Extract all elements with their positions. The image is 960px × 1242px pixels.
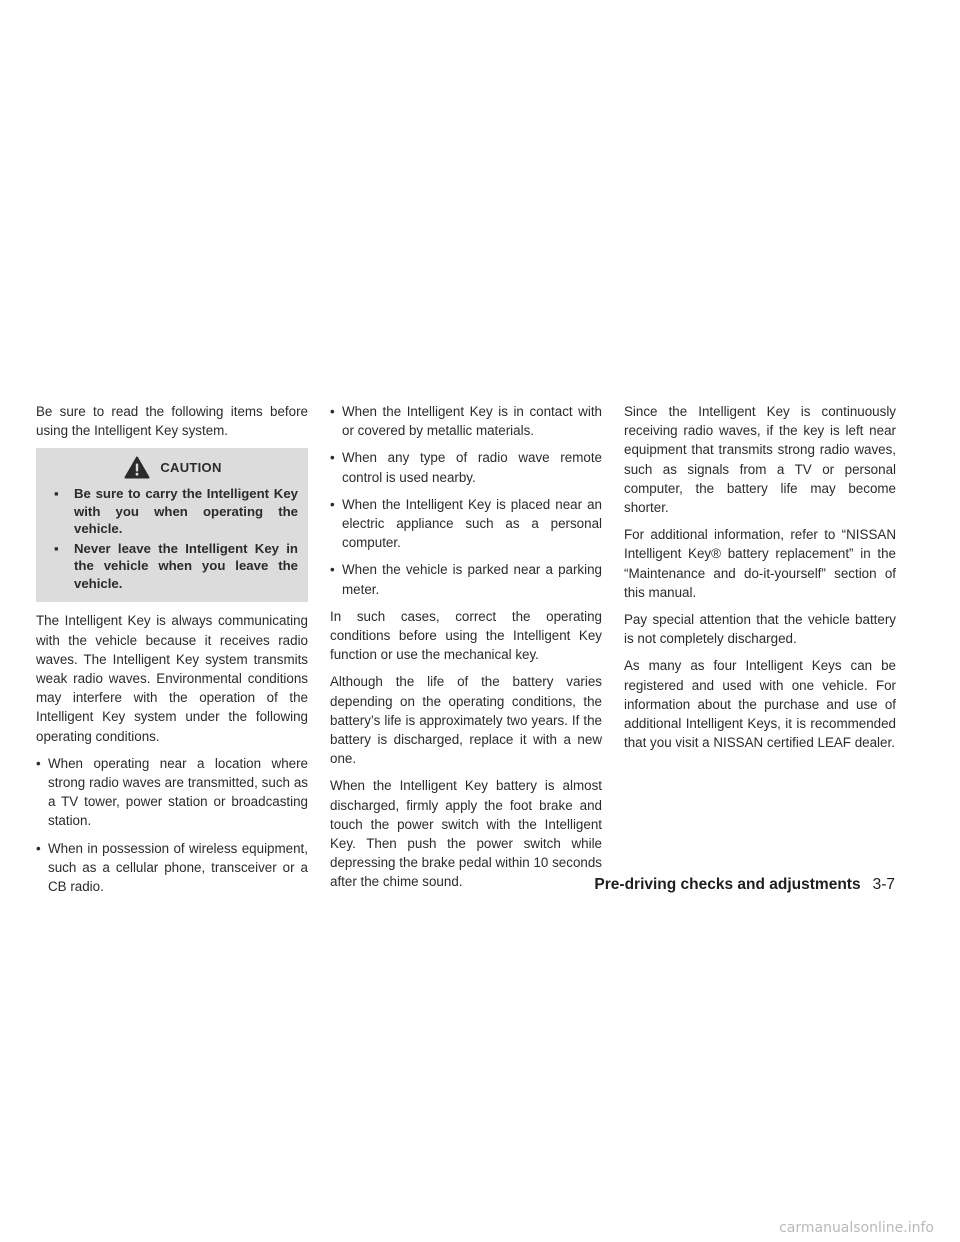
caution-item-text: Be sure to carry the Intelligent Key with you when operating the vehicle.	[74, 486, 298, 537]
body-paragraph: For additional information, refer to “NISSAN Intelligent Key® battery replacement” in the “Maintenance and do-it-yourself” section of this manual.	[624, 527, 896, 600]
page-footer	[560, 876, 895, 894]
list-item	[330, 560, 602, 598]
section-title: Pre-driving checks and adjustments	[594, 876, 861, 893]
bullet-icon: •	[36, 755, 41, 771]
caution-title: CAUTION	[160, 460, 222, 476]
bullet-icon: ▪	[54, 486, 59, 502]
caution-header	[48, 456, 298, 479]
bullet-icon: •	[330, 562, 335, 578]
list-item-text: When any type of radio wave remote control is used nearby.	[342, 450, 602, 485]
body-paragraph: In such cases, correct the operating conditions before using the Intelligent Key function or use the mechanical key.	[330, 608, 602, 663]
watermark: carmanualsonline.info	[779, 1220, 934, 1236]
body-paragraph: Although the life of the battery varies depending on the operating conditions, the battery’s life is approximately two years. If the battery is discharged, replace it with a new one.	[330, 674, 602, 767]
page-number: 3-7	[872, 876, 895, 893]
list-item-text: When the vehicle is parked near a parking meter.	[342, 562, 602, 597]
caution-box	[36, 448, 308, 602]
bullet-icon: •	[330, 450, 335, 466]
list-item-text: When the Intelligent Key is placed near an electric appliance such as a personal computer.	[342, 496, 602, 551]
list-item	[36, 754, 308, 831]
caution-item	[48, 540, 298, 593]
body-paragraph: When the Intelligent Key battery is almost discharged, firmly apply the foot brake and touch the power switch with the Intelligent Key. Then push the power switch while depressing the brake pedal within 10 seconds after the chime sound.	[330, 778, 602, 890]
bullet-icon: •	[330, 496, 335, 512]
column-1	[36, 402, 308, 904]
list-item	[330, 495, 602, 553]
list-item-text: When operating near a location where strong radio waves are transmitted, such as a TV tower, power station or broadcasting station.	[48, 755, 308, 829]
bullet-icon: •	[36, 840, 41, 856]
list-item-text: When in possession of wireless equipment, such as a cellular phone, transceiver or a CB radio.	[48, 840, 308, 895]
bullet-icon: ▪	[54, 540, 59, 556]
list-item	[330, 402, 602, 440]
body-paragraph: Pay special attention that the vehicle battery is not completely discharged.	[624, 612, 896, 647]
bullet-icon: •	[330, 404, 335, 419]
body-paragraph: The Intelligent Key is always communicating with the vehicle because it receives radio waves. The Intelligent Key system transmits weak radio waves. Environmental conditions may interfere with the operation of the Intelligent Key system under the following operating conditions.	[36, 613, 308, 744]
column-3	[624, 402, 896, 760]
intro-paragraph: Be sure to read the following items before using the Intelligent Key system.	[36, 404, 308, 439]
body-paragraph: Since the Intelligent Key is continuously receiving radio waves, if the key is left near equipment that transmits strong radio waves, such as signals from a TV or personal computer, the battery life may become shorter.	[624, 404, 896, 516]
caution-item-text: Never leave the Intelligent Key in the vehicle when you leave the vehicle.	[74, 540, 298, 591]
list-item-text: When the Intelligent Key is in contact with or covered by metallic materials.	[342, 404, 602, 439]
list-item	[36, 839, 308, 897]
list-item	[330, 448, 602, 486]
warning-triangle-icon	[124, 456, 150, 479]
column-2	[330, 402, 602, 900]
body-paragraph: As many as four Intelligent Keys can be registered and used with one vehicle. For information about the purchase and use of additional Intelligent Keys, it is recommended that you visit a NISSAN certified LEAF dealer.	[624, 658, 896, 751]
caution-item	[48, 485, 298, 538]
